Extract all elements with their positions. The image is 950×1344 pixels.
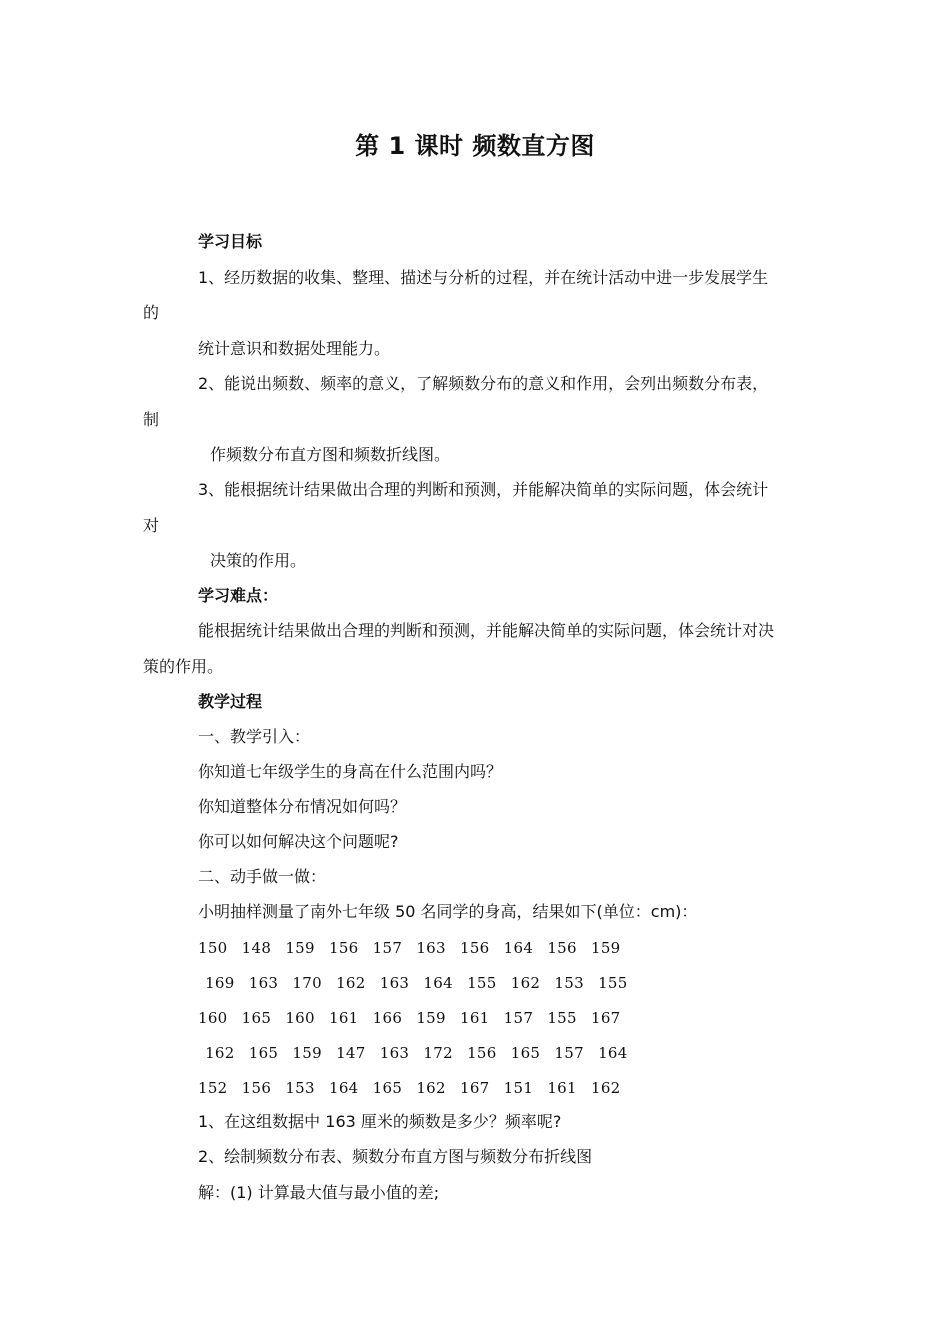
data-row-3: 160 165 160 161 166 159 161 157 155 167 — [198, 1009, 621, 1027]
objective-1-line-a: 1、经历数据的收集、整理、描述与分析的过程，并在统计活动中进一步发展学生 — [198, 268, 769, 287]
data-row-5: 152 156 153 164 165 162 167 151 161 162 — [198, 1079, 621, 1097]
data-row-4: 162 165 159 147 163 172 156 165 157 164 — [198, 1044, 628, 1062]
objective-2-line-b: 制 — [143, 410, 160, 429]
activity-heading: 二、动手做一做： — [198, 867, 327, 886]
intro-heading: 一、教学引入： — [198, 727, 311, 746]
difficulty-text-b: 策的作用。 — [143, 657, 224, 676]
intro-question-1: 你知道七年级学生的身高在什么范围内吗？ — [198, 762, 503, 781]
task-2: 2、绘制频数分布表、频数分布直方图与频数分布折线图 — [198, 1147, 593, 1166]
intro-question-3: 你可以如何解决这个问题呢? — [198, 832, 399, 851]
objective-3-line-b: 对 — [143, 516, 160, 535]
difficulty-text-a: 能根据统计结果做出合理的判断和预测，并能解决简单的实际问题，体会统计对决 — [198, 621, 775, 640]
page-title: 第 1 课时 频数直方图 — [355, 132, 595, 160]
objectives-heading: 学习目标 — [198, 232, 263, 251]
data-row-2: 169 163 170 162 163 164 155 162 153 155 — [198, 974, 628, 992]
activity-text: 小明抽样测量了南外七年级 50 名同学的身高，结果如下(单位：cm)： — [198, 902, 698, 921]
objective-1-line-b: 的 — [143, 303, 160, 322]
objective-2-line-c: 作频数分布直方图和频数折线图。 — [210, 445, 451, 464]
data-row-1: 150 148 159 156 157 163 156 164 156 159 — [198, 939, 621, 957]
objective-3-line-c: 决策的作用。 — [210, 551, 307, 570]
objective-3-line-a: 3、能根据统计结果做出合理的判断和预测，并能解决简单的实际问题，体会统计 — [198, 480, 769, 499]
process-heading: 教学过程 — [198, 692, 263, 711]
difficulty-heading: 学习难点： — [198, 586, 279, 605]
intro-question-2: 你知道整体分布情况如何吗？ — [198, 797, 407, 816]
solution-line: 解：(1) 计算最大值与最小值的差; — [198, 1183, 440, 1202]
objective-2-line-a: 2、能说出频数、频率的意义，了解频数分布的意义和作用，会列出频数分布表， — [198, 374, 769, 393]
task-1: 1、在这组数据中 163 厘米的频数是多少？频率呢? — [198, 1112, 562, 1131]
objective-1-line-c: 统计意识和数据处理能力。 — [198, 339, 391, 358]
